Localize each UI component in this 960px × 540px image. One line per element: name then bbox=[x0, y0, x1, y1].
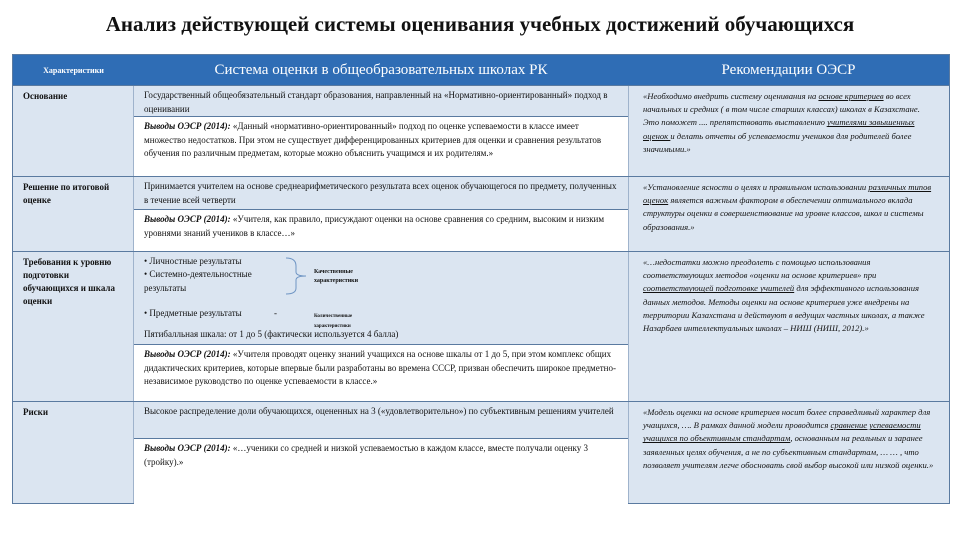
quantitative-label: Количественные характеристики bbox=[314, 314, 353, 329]
rec-underlined: соответствующей подготовке учителей bbox=[643, 283, 795, 294]
row-label: Основание bbox=[13, 86, 134, 176]
row-label: Риски bbox=[13, 402, 134, 503]
system-cell: Высокое распределение доли обучающихся, оцененных на 3 («удовлетворительно») по субъективным решениям учителей bbox=[134, 402, 628, 439]
rec-text: и делать отчеты об успеваемости учеников для родителей более значимыми.» bbox=[643, 130, 912, 154]
table-row bbox=[13, 85, 949, 176]
rec-text: «Необходимо внедрить систему оценивания на bbox=[643, 91, 819, 101]
slide-title: Анализ действующей системы оценивания учебных достижений обучающихся bbox=[105, 12, 855, 36]
rec-underlined: учителями завышенных оценок bbox=[643, 117, 915, 141]
header-recommendations: Рекомендации ОЭСР bbox=[628, 55, 949, 85]
system-cell: Государственный общеобязательный стандарт образования, направленный на «Нормативно-ориентированный» подход в оценивании bbox=[134, 86, 628, 117]
row-label: Требования к уровню подготовки обучающихся и шкала оценки bbox=[13, 252, 134, 401]
row-label: Решение по итоговой оценке bbox=[13, 177, 134, 251]
rec-underlined: основе критериев bbox=[818, 91, 884, 101]
result-item: • Личностные результаты bbox=[144, 256, 242, 266]
findings-text: «Учителя, как правило, присуждают оценки на основе сравнения со средним, высоким и низким уровнями знаний учеников в классе…» bbox=[144, 214, 605, 238]
comparison-table bbox=[12, 54, 950, 504]
system-cell: Принимается учителем на основе среднеарифметического результата всех оценок обучающегося по предмету, полученных в течение всей четверти bbox=[134, 177, 628, 210]
header-characteristics: Характеристики bbox=[13, 55, 134, 85]
recommendation-cell bbox=[628, 86, 949, 176]
scale-text: Пятибалльная шкала: от 1 до 5 (фактически используется 4 балла) bbox=[144, 329, 399, 339]
findings-label: Выводы ОЭСР (2014): bbox=[144, 214, 231, 224]
recommendation-cell bbox=[628, 252, 949, 401]
rec-underlined: сравнение успеваемости учащихся по объективным стандартам bbox=[643, 420, 921, 444]
rec-text: «Установление ясности о целях и правильном использовании bbox=[643, 182, 869, 192]
oecd-findings-cell bbox=[134, 345, 628, 402]
oecd-findings-cell bbox=[134, 439, 628, 504]
oecd-findings-cell bbox=[134, 117, 628, 177]
qualitative-label: Качественные характеристики bbox=[314, 269, 359, 284]
rec-text: «…недостатки можно преодолеть с помощью использования соответствующих методов «оценки на основе критериев» при bbox=[643, 257, 877, 281]
rec-text: является важным фактором в обеспечении оптимального вклада структуры оценки в совершенствование на уровне классов, школ и системы образования.» bbox=[643, 195, 924, 232]
header-system: Система оценки в общеобразовательных школах РК bbox=[134, 55, 628, 85]
system-cell bbox=[134, 252, 628, 345]
table-row bbox=[13, 176, 949, 251]
recommendation-cell bbox=[628, 402, 949, 503]
rec-underlined: различных типов оценок bbox=[643, 182, 932, 206]
result-item: • Предметные результаты bbox=[144, 308, 242, 318]
rec-text: во всех начальных и средних ( в том числе старших классах) школах в Казахстане. Это поможет .... препятствовать выставлению bbox=[643, 91, 920, 128]
findings-text: «Данный «нормативно-ориентированный» подход по оценке успеваемости в классе имеет множество недостатков. При этом не существует дифференцированных критериев для оценки и сравнения результатов обучения по различным предметам, которые можно объяснить учащимся и их родителям.» bbox=[144, 121, 602, 158]
oecd-findings-cell bbox=[134, 210, 628, 252]
findings-label: Выводы ОЭСР (2014): bbox=[144, 443, 231, 453]
findings-text: «…ученики со средней и низкой успеваемостью в каждом классе, вместе получали оценку 3 (тройку).» bbox=[144, 443, 589, 467]
table-row bbox=[13, 401, 949, 503]
findings-label: Выводы ОЭСР (2014): bbox=[144, 121, 231, 131]
rec-text: для эффективного использования данных методов. Методы оценки на основе критериев уже внедрены на территории Казахстана и действуют в ведущих частных школах, а также Назарбаев интеллектуальных школах – НИШ (НИШ, 2012).» bbox=[643, 283, 925, 334]
rec-text: «Модель оценки на основе критериев носит более справедливый характер для учащихся, …. В рамках данной модели проводится bbox=[643, 407, 931, 431]
recommendation-cell bbox=[628, 177, 949, 251]
dash: - bbox=[274, 308, 277, 318]
result-item: • Системно-деятельностные результаты bbox=[144, 269, 252, 293]
findings-label: Выводы ОЭСР (2014): bbox=[144, 349, 231, 359]
findings-text: «Учителя проводят оценку знаний учащихся на основе шкалы от 1 до 5, при этом комплекс общих дидактических критериев, которые впервые были разработаны во времена СССР, призван обеспечить широкое предметно-независимое руководство по оценке успеваемости в классе.» bbox=[144, 349, 616, 386]
table-row bbox=[13, 251, 949, 401]
brace-icon bbox=[284, 256, 314, 296]
rec-text: , основанным на реальных и заранее заявленных целях обучения, а не по субъективным стандартам, … … , что позволяет учителям легче обосновать свой выбор высокой или низкой оценки.» bbox=[643, 433, 934, 470]
